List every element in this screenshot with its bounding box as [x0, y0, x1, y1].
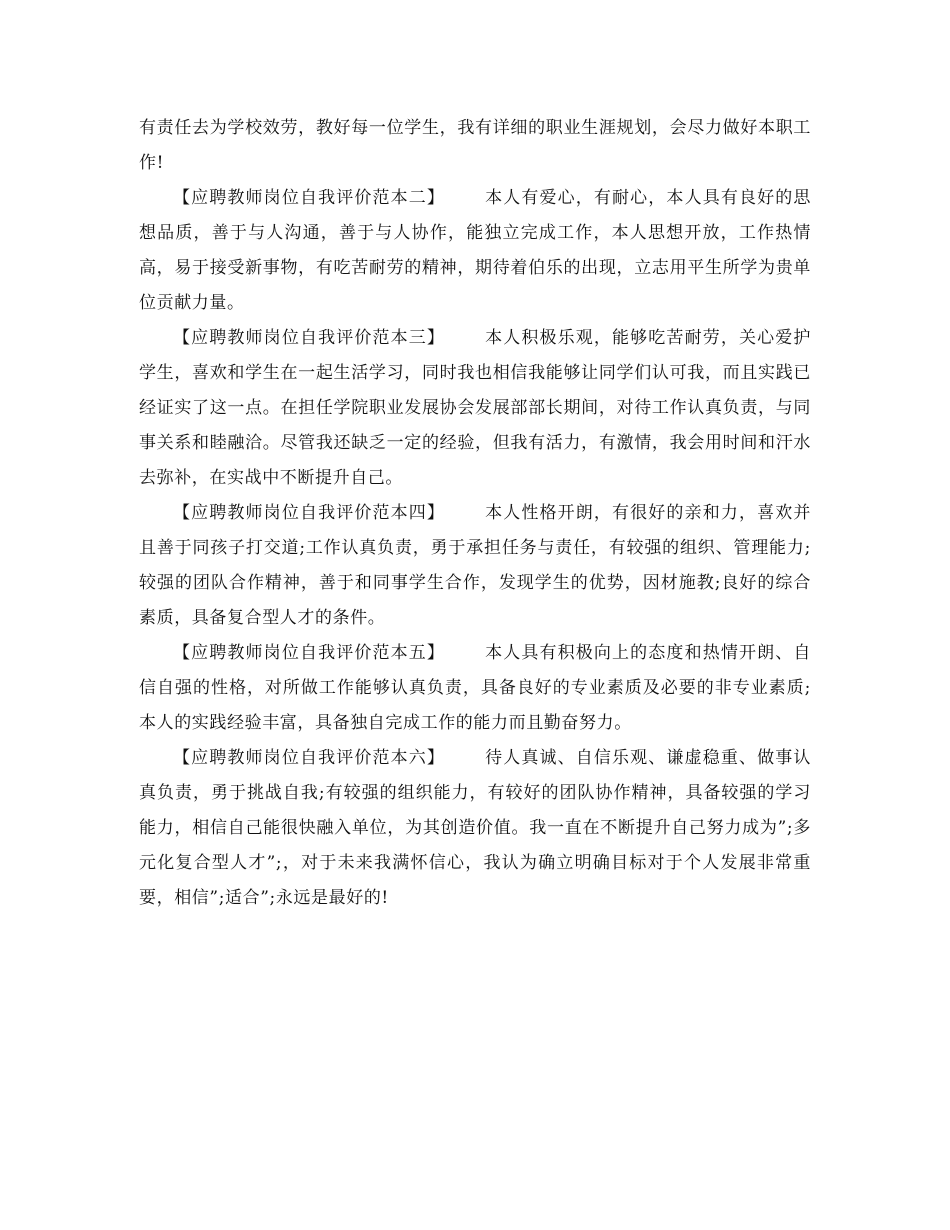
- section-heading-2: 【应聘教师岗位自我评价范本二】: [173, 188, 446, 208]
- intro-paragraph: 有责任去为学校效劳，教好每一位学生，我有详细的职业生涯规划，会尽力做好本职工作!: [139, 118, 811, 173]
- section-heading-4: 【应聘教师岗位自我评价范本四】: [173, 503, 446, 523]
- section-paragraph-4: [139, 496, 811, 636]
- section-body-3: 本人积极乐观，能够吃苦耐劳，关心爱护学生，喜欢和学生在一起生活学习，同时我也相信我能够让同学们认可我，而且实践已经证实了这一点。在担任学院职业发展协会发展部部长期间，对待工作认真负责，与同事关系和睦融洽。尽管我还缺乏一定的经验，但我有活力，有激情，我会用时间和汗水去弥补，在实战中不断提升自己。: [139, 328, 811, 488]
- section-heading-6: 【应聘教师岗位自我评价范本六】: [173, 748, 446, 768]
- section-body-5: 本人具有积极向上的态度和热情开朗、自信自强的性格，对所做工作能够认真负责，具备良好的专业素质及必要的非专业素质;本人的实践经验丰富，具备独自完成工作的能力而且勤奋努力。: [139, 643, 811, 733]
- section-body-6: 待人真诚、自信乐观、谦虚稳重、做事认真负责，勇于挑战自我;有较强的组织能力，有较好的团队协作精神，具备较强的学习能力，相信自己能很快融入单位，为其创造价值。我一直在不断提升自己努力成为”;多元化复合型人才”;，对于未来我满怀信心，我认为确立明确目标对于个人发展非常重要，相信”;适合”;永远是最好的!: [139, 748, 811, 908]
- section-paragraph-6: [139, 741, 811, 916]
- section-paragraph-5: [139, 636, 811, 741]
- section-body-2: 本人有爱心，有耐心，本人具有良好的思想品质，善于与人沟通，善于与人协作，能独立完成工作，本人思想开放，工作热情高，易于接受新事物，有吃苦耐劳的精神，期待着伯乐的出现，立志用平生所学为贵单位贡献力量。: [139, 188, 811, 313]
- document-page: [139, 111, 811, 916]
- section-paragraph-3: [139, 321, 811, 496]
- section-heading-5: 【应聘教师岗位自我评价范本五】: [173, 643, 446, 663]
- section-heading-3: 【应聘教师岗位自我评价范本三】: [173, 328, 446, 348]
- section-paragraph-2: [139, 181, 811, 321]
- section-body-4: 本人性格开朗，有很好的亲和力，喜欢并且善于同孩子打交道;工作认真负责，勇于承担任务与责任，有较强的组织、管理能力;较强的团队合作精神，善于和同事学生合作，发现学生的优势，因材施教;良好的综合素质，具备复合型人才的条件。: [139, 503, 811, 628]
